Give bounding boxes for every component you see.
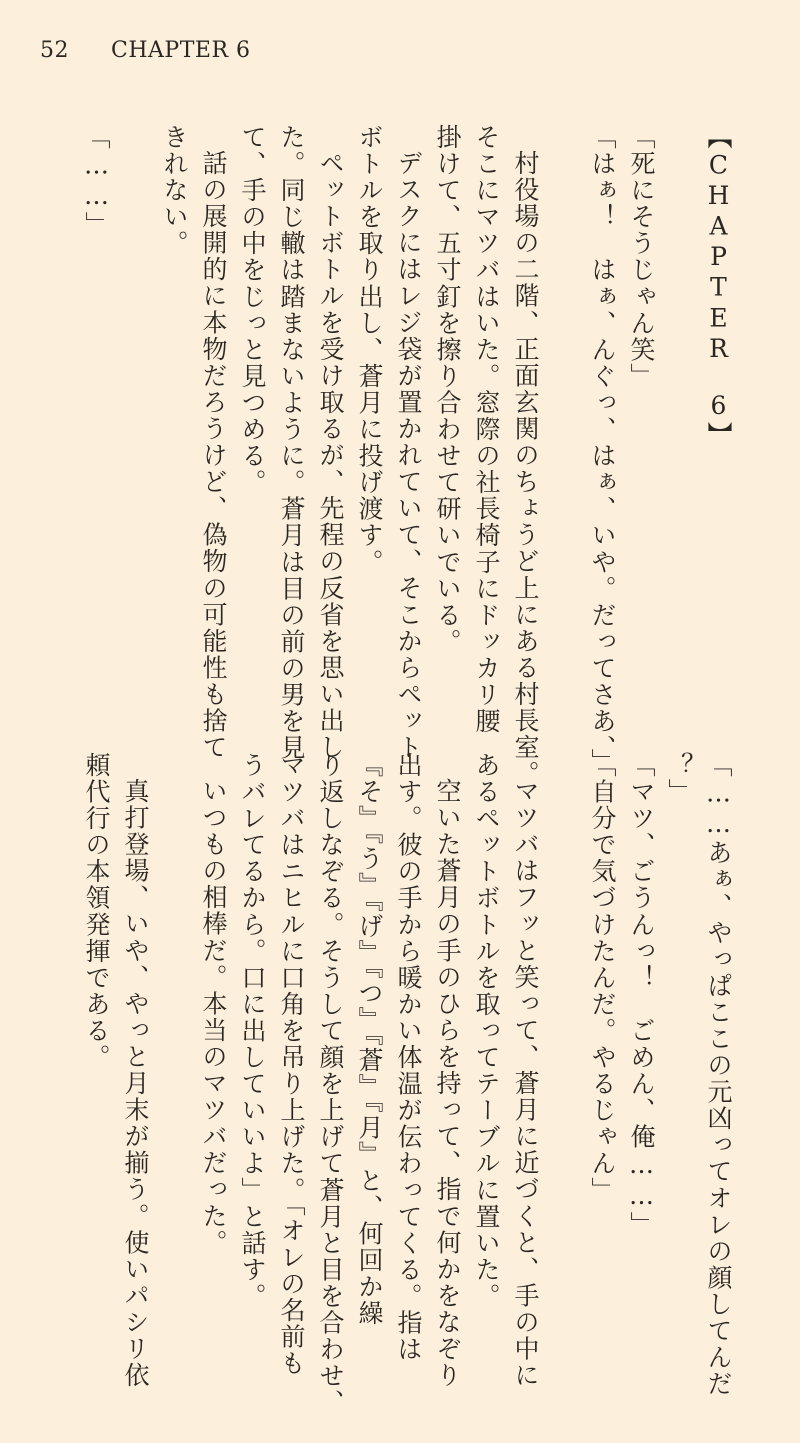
body-line: 話の展開的に本物だろうけど、偽物の可能性も捨て	[199, 150, 228, 761]
body-line: た。同じ轍は踏まないように。蒼月は目の前の男を見	[277, 124, 306, 762]
body-line: うバレてるから。口に出していいよ」と話す。	[238, 752, 267, 1310]
dialogue-line: 「死にそうじゃん笑」	[627, 124, 656, 390]
body-line: 真打登場、いや、やっと月末が揃う。使いパシリ依	[121, 778, 150, 1389]
page-number: 52	[40, 38, 69, 63]
body-line: り返しなぞる。そうして顔を上げて蒼月と目を合わせ、	[316, 752, 345, 1416]
body-line: マツバはニヒルに口角を吊り上げた。「オレの名前も	[277, 752, 306, 1377]
dialogue-line: 「……あぁ、やっぱここの元凶ってオレの顔してんだ	[704, 752, 733, 1398]
body-line: 村役場の二階、正面玄関のちょうど上にある村長室。	[511, 150, 540, 788]
chapter-heading: 【CHAPTER 6】	[704, 124, 733, 449]
body-line: そこにマツバはいた。窓際の社長椅子にドッカリ腰	[472, 124, 501, 735]
dialogue-line: 「はぁ！ はぁ、んぐっ、はぁ、いや。だってさあ、」	[588, 124, 617, 776]
body-line: きれない。	[160, 124, 189, 257]
body-line: いつもの相棒だ。本当のマツバだった。	[199, 778, 228, 1256]
body-line: デスクにはレジ袋が置かれていて、そこからペット	[394, 150, 423, 761]
body-line: ボトルを取り出し、蒼月に投げ渡す。	[355, 124, 384, 576]
body-line: て、手の中をじっと見つめる。	[238, 124, 267, 496]
body-line: あるペットボトルを取ってテーブルに置いた。	[472, 752, 501, 1310]
dialogue-line: ？」	[665, 752, 694, 806]
body-line: 掛けて、五寸釘を擦り合わせて研いでいる。	[433, 124, 462, 655]
dialogue-line: 「マツ、ごうんっ！ ごめん、俺……」	[627, 752, 656, 1238]
chapter-label: CHAPTER 6	[111, 38, 251, 63]
body-line: ペットボトルを受け取るが、先程の反省を思い出し	[316, 150, 345, 761]
body-line: 空いた蒼月の手のひらを持って、指で何かをなぞり	[433, 778, 462, 1389]
page-header	[40, 38, 251, 63]
body-line: マツバはフッと笑って、蒼月に近づくと、手の中に	[511, 778, 540, 1389]
body-line: 出す。彼の手から暖かい体温が伝わってくる。指は	[394, 752, 423, 1363]
dialogue-line: 「……」	[82, 124, 111, 239]
body-line: 頼代行の本領発揮である。	[82, 752, 111, 1071]
dialogue-line: 「自分で気づけたんだ。やるじゃん」	[588, 752, 617, 1204]
body-line: 『そ』『う』『げ』『つ』『蒼』『月』と、何回か繰	[355, 752, 384, 1327]
